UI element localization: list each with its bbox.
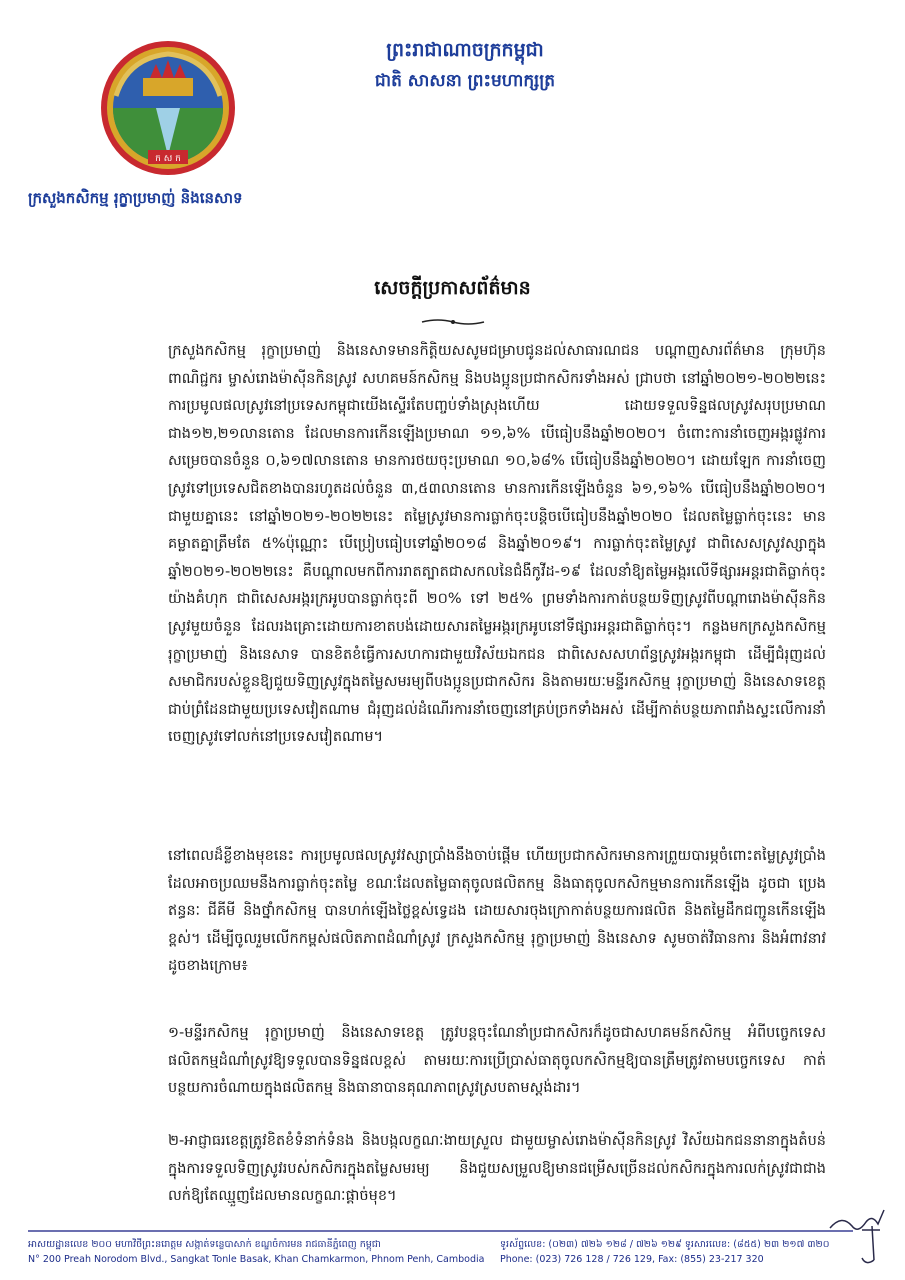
footer-contact [500, 1237, 830, 1267]
footer-divider [28, 1230, 853, 1232]
paragraph-item-1: ១-មន្ទីរកសិកម្ម រុក្ខាប្រមាញ់ និងនេសាទខេត្ត ត្រូវបន្តចុះណែនាំប្រជាកសិករក៏ដូចជាសហគមន៍កសិកម្ម អំពីបច្ចេកទេសផលិតកម្មដំណាំស្រូវឱ្យទទួលបានទិន្នផលខ្ពស់ តាមរយៈការប្រើប្រាស់ធាតុចូលកសិកម្មឱ្យបានត្រឹមត្រូវតាមបច្ចេកទេស កាត់បន្ថយការចំណាយក្នុងផលិតកម្ម និងធានាបានគុណភាពស្រូវស្របតាមស្តង់ដារ។ [168, 1025, 826, 1097]
kingdom-title: ព្រះរាជាណាចក្រកម្ពុជា [386, 39, 544, 61]
logo-text: ក ស ក [155, 154, 181, 164]
footer-address [28, 1237, 493, 1267]
document-title: សេចក្តីប្រកាសព័ត៌មាន [374, 277, 531, 299]
ministry-name: ក្រសួងកសិកម្ម រុក្ខាប្រមាញ់ និងនេសាទ [28, 189, 243, 207]
national-motto: ជាតិ សាសនា ព្រះមហាក្សត្រ [374, 71, 556, 91]
paragraph-intro: ក្រសួងកសិកម្ម រុក្ខាប្រមាញ់ និងនេសាទមានកិត្តិយសសូមជម្រាបជូនដល់សាធារណជន បណ្តាញសារព័ត៌មាន ក្រុមហ៊ុន ពាណិជ្ជករ ម្ចាស់រោងម៉ាស៊ីនកិនស្រូវ សហគមន៍កសិកម្ម និងបងប្អូនប្រជាកសិករទាំងអស់ ជ្រាបថា នៅឆ្នាំ២០២១-២០២២នេះ ការប្រមូលផលស្រូវនៅប្រទេសកម្ពុជាយើងស្ទើរតែបញ្ចប់ទាំងស្រុងហើយ ដោយទទួលទិន្នផលស្រូវសរុបប្រមាណជាង១២,២១លានតោន ដែលមានការកើនឡើងប្រមាណ ១១,៦% បើធៀបនឹងឆ្នាំ២០២០។ ចំពោះការនាំចេញអង្ករផ្លូវការសម្រេចបានចំនួន ០,៦១៧លានតោន មានការថយចុះប្រមាណ ១០,៦៨% បើធៀបនឹងឆ្នាំ២០២០។ ដោយឡែក ការនាំចេញស្រូវទៅប្រទេសជិតខាងបានរហូតដល់ចំនួន ៣,៥៣លានតោន មានការកើនឡើងចំនួន ៦១,១៦% បើធៀបនឹងឆ្នាំ២០២០។ ជាមួយគ្នានេះ នៅឆ្នាំ២០២១-២០២២នេះ តម្លៃស្រូវមានការធ្លាក់ចុះបន្តិចបើធៀបនឹងឆ្នាំ២០២០ ដែលតម្លៃធ្លាក់ចុះនេះ មានគម្លាតគ្នាត្រឹមតែ ៥%ប៉ុណ្ណោះ បើប្រៀបធៀបទៅឆ្នាំ២០១៨ និងឆ្នាំ២០១៩។ ការធ្លាក់ចុះតម្លៃស្រូវ ជាពិសេសស្រូវស្សាក្នុងឆ្នាំ២០២១-២០២២នេះ គឺបណ្តាលមកពីការរាតត្បាតជាសកលនៃជំងឺកូវីដ-១៩ ដែលនាំឱ្យតម្លៃអង្ករលើទីផ្សារអន្តរជាតិធ្លាក់ចុះយ៉ាងគំហុក ជាពិសេសអង្ករក្រអូបបានធ្លាក់ចុះពី ២០% ទៅ ២៥% ព្រមទាំងការកាត់បន្ថយទិញស្រូវពីបណ្តារោងម៉ាស៊ីនកិនស្រូវមួយចំនួន ដែលរងគ្រោះដោយការខាតបង់ដោយសារតម្លៃអង្ករក្រអូបនៅទីផ្សារអន្តរជាតិធ្លាក់ចុះ។ កន្លងមកក្រសួងកសិកម្ម រុក្ខាប្រមាញ់ និងនេសាទ បានខិតខំធ្វើការសហការជាមួយវិស័យឯកជន ជាពិសេសសហព័ន្ធស្រូវអង្ករកម្ពុជា ដើម្បីជំរុញដល់សមាជិករបស់ខ្លួនឱ្យជួយទិញស្រូវក្នុងតម្លៃសមរម្យពីបងប្អូនប្រជាកសិករ និងតាមរយៈមន្ទីរកសិកម្ម រុក្ខាប្រមាញ់ និងនេសាទខេត្តជាប់ព្រំដែនជាមួយប្រទេសវៀតណាម ជំរុញដល់ដំណើរការនាំចេញនៅគ្រប់ច្រកទាំងអស់ ដើម្បីកាត់បន្ថយភាពរាំងស្ទះលើការនាំចេញស្រូវទៅលក់នៅប្រទេសវៀតណាម។ [168, 343, 826, 746]
ministry-logo [98, 38, 238, 178]
ministry-seal-icon [98, 38, 238, 178]
signature-icon [822, 1200, 892, 1270]
address-khmer: អាសយដ្ឋានលេខ ២០០ មហាវិថីព្រះនរោត្តម សង្កាត់ទន្លេបាសាក់ ខណ្ឌចំការមន រាជធានីភ្នំពេញ កម្ពុជា [28, 1239, 381, 1250]
paragraph-item-2: ២-អាជ្ញាធរខេត្តត្រូវខិតខំទំនាក់ទំនង និងបង្កលក្ខណៈងាយស្រួល ជាមួយម្ចាស់រោងម៉ាស៊ីនកិនស្រូវ វិស័យឯកជននានាក្នុងតំបន់ក្នុងការទទួលទិញស្រូវរបស់កសិករក្នុងតម្លៃសមរម្យ និងជួយសម្រួលឱ្យមានជម្រើសច្រើនដល់កសិករក្នុងការលក់ស្រូវជាជាងលក់ឱ្យតែឈ្មួញដែលមានលក្ខណៈផ្តាច់មុខ។ [168, 1133, 826, 1205]
phone-english: Phone: (023) 726 128 / 726 129, Fax: (855) 23-217 320 [500, 1254, 764, 1265]
phone-khmer: ទូរស័ព្ទលេខ: (០២៣) ៧២៦ ១២៨ / ៧២៦ ១២៩ ទូរសារលេខ: (៨៥៥) ២៣ ២១៧ ៣២០ [500, 1239, 830, 1250]
address-english: N° 200 Preah Norodom Blvd., Sangkat Tonle Basak, Khan Chamkarmon, Phnom Penh, Cambodia [28, 1254, 485, 1265]
paragraph-measures: នៅពេលដ៏ខ្លីខាងមុខនេះ ការប្រមូលផលស្រូវវស្សាប្រាំងនឹងចាប់ផ្តើម ហើយប្រជាកសិករមានការព្រួយបារម្ភចំពោះតម្លៃស្រូវប្រាំងដែលអាចប្រឈមនឹងការធ្លាក់ចុះតម្លៃ ខណៈដែលតម្លៃធាតុចូលផលិតកម្ម និងធាតុចូលកសិកម្មមានការកើនឡើង ដូចជា ប្រេងឥន្ធនៈ ជីគីមី និងថ្នាំកសិកម្ម បានហក់ឡើងថ្លៃខ្ពស់ទ្វេដង ដោយសារចុងក្រោកាត់បន្ថយការផលិត និងតម្លៃដឹកជញ្ជូនកើនឡើងខ្ពស់។ ដើម្បីចូលរួមលើកកម្ពស់ផលិតភាពដំណាំស្រូវ ក្រសួងកសិកម្ម រុក្ខាប្រមាញ់ និងនេសាទ សូមចាត់វិធានការ និងអំពាវនាវដូចខាងក្រោម៖ [168, 848, 826, 975]
title-ornament-icon [420, 312, 486, 322]
